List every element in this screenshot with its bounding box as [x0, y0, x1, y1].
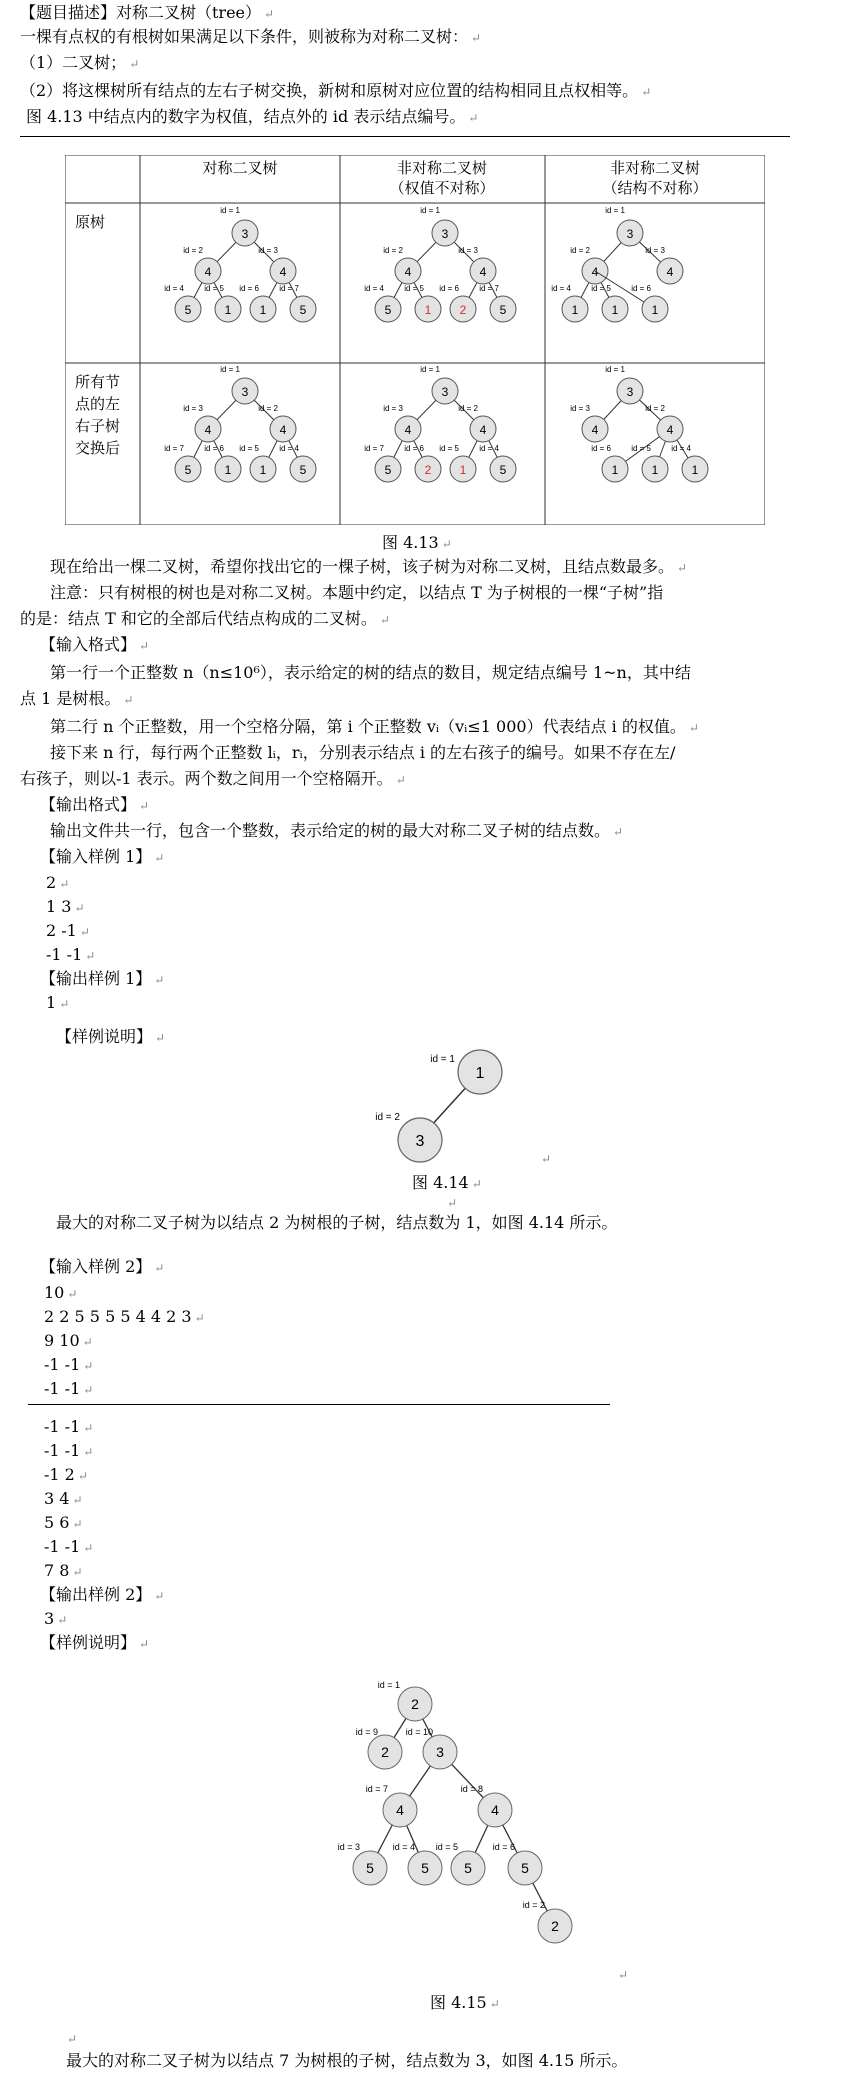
sample2-explanation: 最大的对称二叉子树为以结点 7 为树根的子树，结点数为 3，如图 4.15 所示。 — [66, 2051, 628, 2070]
node-value: 1 — [651, 303, 659, 317]
node-id-label: id = 6 — [631, 284, 651, 293]
paragraph-mark: ↵ — [67, 2032, 78, 2046]
node-id-label: id = 3 — [183, 404, 203, 413]
node-value: 3 — [441, 227, 449, 241]
sample2-output-value: 3 ↵ — [44, 1609, 68, 1628]
sample2-explain-title: 【样例说明】 ↵ — [40, 1633, 150, 1652]
input-format-title: 【输入格式】 ↵ — [40, 635, 150, 654]
input-format-3b: 右孩子，则以-1 表示。两个数之间用一个空格隔开。 ↵ — [20, 769, 406, 788]
node-value: 1 — [475, 1065, 485, 1082]
node-id-label: id = 4 — [392, 1842, 415, 1852]
sample2-input-line: -1 2 ↵ — [44, 1465, 88, 1484]
figure-4-13-caption: 图 4.13 ↵ — [382, 533, 452, 552]
figure-4-15-caption: 图 4.15 ↵ — [430, 1993, 500, 2012]
sample2-input-line: -1 -1 ↵ — [44, 1417, 94, 1436]
node-id-label: id = 5 — [631, 444, 651, 453]
output-format-title: 【输出格式】 ↵ — [40, 795, 150, 814]
node-value: 5 — [521, 1860, 529, 1876]
sample2-input-line: -1 -1 ↵ — [44, 1441, 94, 1460]
sample1-output-value: 1 ↵ — [46, 993, 70, 1012]
node-value: 5 — [384, 303, 392, 317]
paragraph-mark: ↵ — [447, 1196, 458, 1210]
node-id-label: id = 10 — [405, 1727, 433, 1737]
node-id-label: id = 7 — [364, 444, 384, 453]
node-value: 4 — [591, 423, 599, 437]
node-id-label: id = 5 — [591, 284, 611, 293]
node-value: 3 — [241, 227, 249, 241]
node-id-label: id = 6 — [492, 1842, 515, 1852]
sample1-input-line: 2 ↵ — [46, 873, 70, 892]
col-header-asym-struct: 非对称二叉树 — [609, 159, 701, 177]
node-value: 5 — [184, 303, 192, 317]
node-id-label: id = 1 — [605, 206, 625, 215]
node-id-label: id = 2 — [375, 1112, 400, 1123]
sample2-input-line: 3 4 ↵ — [44, 1489, 83, 1508]
page-break-line — [28, 1404, 610, 1405]
sample2-input-line: 10 ↵ — [44, 1283, 78, 1302]
sample1-input-title: 【输入样例 1】 ↵ — [40, 847, 165, 866]
output-format-1: 输出文件共一行，包含一个整数，表示给定的树的最大对称二叉子树的结点数。 ↵ — [50, 821, 624, 840]
intro-line-4: 图 4.13 中结点内的数字为权值，结点外的 id 表示结点编号。 ↵ — [26, 107, 479, 126]
row-header-swapped-4: 交换后 — [75, 439, 121, 457]
sample2-input-line: 2 2 5 5 5 5 4 4 2 3 ↵ — [44, 1307, 205, 1326]
node-value: 4 — [666, 265, 674, 279]
node-value: 1 — [259, 463, 267, 477]
node-id-label: id = 3 — [645, 246, 665, 255]
node-value: 1 — [224, 303, 232, 317]
node-id-label: id = 3 — [337, 1842, 360, 1852]
node-value: 3 — [415, 1133, 425, 1150]
node-id-label: id = 2 — [645, 404, 665, 413]
sample1-explanation: 最大的对称二叉子树为以结点 2 为树根的子树，结点数为 1，如图 4.14 所示。 — [56, 1213, 618, 1232]
node-value: 1 — [691, 463, 699, 477]
node-value: 4 — [279, 265, 287, 279]
node-id-label: id = 6 — [239, 284, 259, 293]
node-value: 4 — [279, 423, 287, 437]
node-value: 5 — [384, 463, 392, 477]
node-value: 2 — [381, 1744, 389, 1760]
sample2-input-line: 7 8 ↵ — [44, 1561, 83, 1580]
node-value: 4 — [204, 423, 212, 437]
input-format-1a: 第一行一个正整数 n（n≤10⁶），表示给定的树的结点的数目，规定结点编号 1~n，其中结 — [50, 663, 691, 682]
figure-4-15-tree — [330, 1680, 630, 1970]
node-value: 5 — [421, 1860, 429, 1876]
sample2-input-line: -1 -1 ↵ — [44, 1379, 94, 1398]
node-value: 5 — [366, 1860, 374, 1876]
node-value: 5 — [184, 463, 192, 477]
node-id-label: id = 4 — [364, 284, 384, 293]
node-value: 3 — [626, 227, 634, 241]
problem-title: 【题目描述】对称二叉树（tree） ↵ — [20, 3, 275, 22]
node-value-highlight: 1 — [424, 303, 432, 317]
node-id-label: id = 3 — [383, 404, 403, 413]
sample2-input-line: 9 10 ↵ — [44, 1331, 93, 1350]
node-id-label: id = 1 — [377, 1680, 400, 1690]
node-id-label: id = 3 — [458, 246, 478, 255]
sample1-input-line: 1 3 ↵ — [46, 897, 85, 916]
node-id-label: id = 2 — [383, 246, 403, 255]
sample1-explain-title: 【样例说明】 ↵ — [56, 1027, 166, 1046]
sample2-input-title: 【输入样例 2】 ↵ — [40, 1257, 165, 1276]
node-id-label: id = 2 — [570, 246, 590, 255]
divider — [20, 136, 790, 137]
node-id-label: id = 6 — [439, 284, 459, 293]
node-value: 4 — [491, 1802, 499, 1818]
input-format-3a: 接下来 n 行，每行两个正整数 lᵢ，rᵢ，分别表示结点 i 的左右孩子的编号。如果不存在左/ — [50, 743, 676, 762]
col-header-asym-weight-sub: （权值不对称） — [389, 179, 495, 197]
intro-line-2: （1）二叉树； ↵ — [20, 53, 140, 72]
node-id-label: id = 3 — [570, 404, 590, 413]
node-id-label: id = 7 — [365, 1784, 388, 1794]
figure-4-14-caption: 图 4.14 ↵ — [412, 1173, 482, 1192]
row-header-original: 原树 — [75, 213, 106, 231]
col-header-asym-weight: 非对称二叉树 — [396, 159, 488, 177]
node-value: 3 — [626, 385, 634, 399]
sample2-input-line: -1 -1 ↵ — [44, 1355, 94, 1374]
para-1: 现在给出一棵二叉树，希望你找出它的一棵子树，该子树为对称二叉树，且结点数最多。 ↵ — [50, 557, 688, 576]
sample1-input-line: 2 -1 ↵ — [46, 921, 90, 940]
node-id-label: id = 5 — [404, 284, 424, 293]
figure-4-14-tree — [370, 1048, 520, 1168]
node-id-label: id = 1 — [220, 206, 240, 215]
node-id-label: id = 6 — [404, 444, 424, 453]
para-2a: 注意：只有树根的树也是对称二叉树。本题中约定，以结点 T 为子树根的一棵“子树”指 — [50, 583, 664, 602]
node-value: 4 — [404, 423, 412, 437]
node-value: 1 — [259, 303, 267, 317]
node-id-label: id = 4 — [279, 444, 299, 453]
input-format-1b: 点 1 是树根。 ↵ — [20, 689, 134, 708]
node-id-label: id = 1 — [220, 365, 240, 374]
node-value: 5 — [499, 303, 507, 317]
node-id-label: id = 1 — [605, 365, 625, 374]
node-value: 4 — [479, 423, 487, 437]
sample1-output-title: 【输出样例 1】 ↵ — [40, 969, 165, 988]
col-header-symmetric: 对称二叉树 — [202, 159, 278, 177]
node-id-label: id = 2 — [458, 404, 478, 413]
node-value: 1 — [224, 463, 232, 477]
node-value: 4 — [404, 265, 412, 279]
node-value: 4 — [591, 265, 599, 279]
node-id-label: id = 4 — [164, 284, 184, 293]
sample2-output-title: 【输出样例 2】 ↵ — [40, 1585, 165, 1604]
node-id-label: id = 6 — [591, 444, 611, 453]
node-value: 4 — [204, 265, 212, 279]
node-value-highlight: 1 — [459, 463, 467, 477]
node-id-label: id = 6 — [204, 444, 224, 453]
node-value: 1 — [571, 303, 579, 317]
node-id-label: id = 1 — [420, 365, 440, 374]
node-value: 1 — [611, 303, 619, 317]
col-header-asym-struct-sub: （结构不对称） — [602, 179, 708, 197]
row-header-swapped-3: 右子树 — [75, 417, 121, 435]
node-id-label: id = 7 — [164, 444, 184, 453]
node-id-label: id = 4 — [551, 284, 571, 293]
node-id-label: id = 2 — [183, 246, 203, 255]
node-value: 5 — [299, 303, 307, 317]
node-id-label: id = 1 — [430, 1054, 455, 1065]
node-id-label: id = 7 — [479, 284, 499, 293]
node-value: 5 — [499, 463, 507, 477]
node-value: 3 — [436, 1744, 444, 1760]
node-id-label: id = 5 — [204, 284, 224, 293]
sample1-input-line: -1 -1 ↵ — [46, 945, 96, 964]
intro-line-1: 一棵有点权的有根树如果满足以下条件，则被称为对称二叉树： ↵ — [20, 27, 482, 46]
node-id-label: id = 2 — [522, 1900, 545, 1910]
node-id-label: id = 9 — [355, 1727, 378, 1737]
para-2b: 的是：结点 T 和它的全部后代结点构成的二叉树。 ↵ — [20, 609, 390, 628]
figure-4-13-table — [65, 155, 765, 525]
sample2-input-line: -1 -1 ↵ — [44, 1537, 94, 1556]
node-value: 3 — [441, 385, 449, 399]
node-id-label: id = 4 — [479, 444, 499, 453]
node-value-highlight: 2 — [459, 303, 467, 317]
node-value: 4 — [396, 1802, 404, 1818]
paragraph-mark: ↵ — [618, 1968, 629, 1982]
row-header-swapped-1: 所有节 — [75, 373, 121, 391]
node-id-label: id = 4 — [671, 444, 691, 453]
paragraph-mark: ↵ — [541, 1152, 552, 1166]
row-header-swapped-2: 点的左 — [75, 395, 121, 413]
node-id-label: id = 5 — [239, 444, 259, 453]
node-id-label: id = 7 — [279, 284, 299, 293]
node-id-label: id = 5 — [439, 444, 459, 453]
node-value: 1 — [651, 463, 659, 477]
node-value-highlight: 2 — [424, 463, 432, 477]
node-id-label: id = 1 — [420, 206, 440, 215]
node-value: 5 — [464, 1860, 472, 1876]
intro-line-3: （2）将这棵树所有结点的左右子树交换，新树和原树对应位置的结构相同且点权相等。 ↵ — [20, 81, 652, 100]
node-value: 2 — [551, 1918, 559, 1934]
sample2-input-line: 5 6 ↵ — [44, 1513, 83, 1532]
node-value: 2 — [411, 1696, 419, 1712]
node-value: 4 — [666, 423, 674, 437]
node-id-label: id = 5 — [435, 1842, 458, 1852]
node-id-label: id = 8 — [460, 1784, 483, 1794]
node-value: 1 — [611, 463, 619, 477]
node-value: 3 — [241, 385, 249, 399]
node-value: 4 — [479, 265, 487, 279]
node-value: 5 — [299, 463, 307, 477]
node-id-label: id = 2 — [258, 404, 278, 413]
input-format-2: 第二行 n 个正整数，用一个空格分隔，第 i 个正整数 vᵢ（vᵢ≤1 000）代表结点 i 的权值。 ↵ — [50, 717, 699, 736]
node-id-label: id = 3 — [258, 246, 278, 255]
